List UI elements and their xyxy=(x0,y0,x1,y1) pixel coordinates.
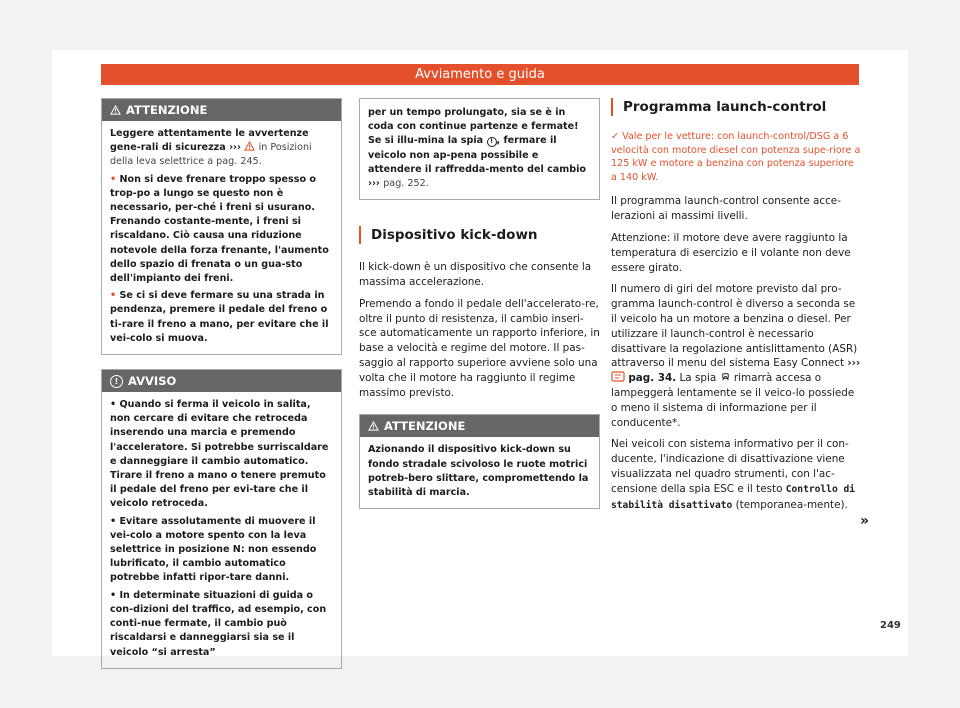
launch-paragraph: Attenzione: il motore deve avere raggiunto la temperatura di esercizio e il volante non deve essere girato. xyxy=(611,231,851,274)
notice-bullet: • Quando si ferma il veicolo in salita, non cercare di evitare che retroceda inserendo una marcia e premendo l'acceleratore. Si potrebbe surriscaldare e danneggiare il cambio automatico. Tirare il freno a mano o tenere premuto il pedale del freno per evi-tare che il veicolo retroceda. xyxy=(110,399,329,510)
warning-icon xyxy=(244,141,255,151)
check-icon: ✓ xyxy=(611,131,620,142)
attention-bullet: • Non si deve frenare troppo spesso o trop-po a lungo se questo non è necessario, per-ché i freni si usurano. Frenando costante-mente, i freni si riscaldano. Ciò causa una riduzione notevole della forza frenante, l'aumento dello spazio di frenata o un gua-sto dell'impianto dei freni. xyxy=(110,173,329,285)
ref-link[interactable]: pag. 252. xyxy=(383,178,429,190)
notice-body xyxy=(102,392,341,668)
attention-bullet: • Se ci si deve fermare su una strada in pendenza, premere il pedale del freno o ti-rare il freno a mano, per evitare che il vei-colo si muova. xyxy=(110,290,329,344)
notice-continued-text: per un tempo prolungato, sia se è in coda con continue partenze e fermate! Se si illu-mina la spia ! , fermare il veicolo non ap-pena possibile e attendere il raffredda-mento del cambio ››› pag. 252. xyxy=(368,107,587,190)
continue-mark: » xyxy=(860,513,870,529)
attention-header xyxy=(360,415,599,437)
esc-warning-icon xyxy=(720,371,731,382)
notice-continued-box xyxy=(359,98,600,200)
bullet-icon: • xyxy=(110,399,117,411)
ref-arrows: ››› xyxy=(229,142,241,154)
bullet-icon: • xyxy=(110,515,117,527)
attention-box xyxy=(359,414,600,509)
notice-bullet: • In determinate situazioni di guida o con-dizioni del traffico, ad esempio, con conti-nue fermate, il cambio può riscaldarsi e danneggiarsi sia se il veicolo “si arresta” xyxy=(110,589,327,658)
section-title-kickdown: Dispositivo kick-down xyxy=(359,226,600,244)
notice-box xyxy=(101,369,342,669)
menu-icon xyxy=(611,371,625,382)
gearbox-warning-icon: ! xyxy=(487,137,497,147)
applicability-note: ✓ Vale per le vetture: con launch-control/DSG a 6 velocità con motore diesel con potenza supe-riore a 125 kW e motore a benzina con potenza superiore a 140 kW. xyxy=(611,131,861,183)
attention-box xyxy=(101,98,342,355)
notice-continued-body xyxy=(360,99,599,199)
ref-link[interactable]: pag. 34. xyxy=(628,372,677,385)
section-title-launch-control: Programma launch-control xyxy=(611,98,861,116)
display-message: Controllo di stabilità disattivato xyxy=(611,483,856,511)
attention-text: Azionando il dispositivo kick-down su fondo stradale scivoloso le ruote motrici potreb-bero slittare, compromettendo la stabilità di marcia. xyxy=(368,444,589,498)
launch-paragraph: Il numero di giri del motore previsto dal pro-gramma launch-control è diverso a seconda se il veicolo ha un motore a benzina o diesel. Per utilizzare il launch-control è necessario disattivare la regolazione antislittamento (ASR) attraverso il menu del sistema Easy Connect ››› pag. 34. La spia rimarrà accesa o lampeggerà lentamente se il veico-lo possiede o meno il sistema di informazione per il conducente*. xyxy=(611,283,861,429)
kickdown-paragraph: Il kick-down è un dispositivo che consente la massima accelerazione. xyxy=(359,261,592,289)
warning-icon xyxy=(110,105,121,115)
ref-arrows: ››› xyxy=(847,357,861,370)
chapter-header: Avviamento e guida xyxy=(101,64,859,85)
attention-body xyxy=(360,437,599,508)
attention-intro: Leggere attentamente le avvertenze gene-rali di sicurezza ››› in Posizioni della leva selettrice a pag. 245. xyxy=(110,128,312,168)
page-number: 249 xyxy=(880,620,901,631)
notice-header xyxy=(102,370,341,392)
ref-link[interactable]: in Posizioni della leva selettrice a pag. 245. xyxy=(110,142,312,168)
bullet-icon: • xyxy=(110,290,117,302)
attention-title: ATTENZIONE xyxy=(384,419,466,434)
bullet-icon: • xyxy=(110,589,117,601)
column-right xyxy=(611,98,861,520)
column-left xyxy=(101,98,342,683)
kickdown-paragraph: Premendo a fondo il pedale dell'accelerato-re, oltre il punto di resistenza, il cambio inseri-sce automaticamente un rapporto inferiore, in base a velocità e regime del motore. Il pas-saggio al rapporto superiore avviene solo una volta che il motore ha raggiunto il regime massimo previsto. xyxy=(359,297,600,399)
bullet-icon: • xyxy=(110,173,117,185)
info-icon: ! xyxy=(110,375,123,388)
attention-title: ATTENZIONE xyxy=(126,103,208,117)
warning-icon xyxy=(368,421,379,431)
notice-bullet: • Evitare assolutamente di muovere il vei-colo a motore spento con la leva selettrice in posizione N: non essendo lubrificato, il cambio automatico potrebbe infatti ripor-tare danni. xyxy=(110,515,317,584)
notice-title: AVVISO xyxy=(128,374,177,389)
column-middle xyxy=(359,98,600,523)
launch-paragraph: Il programma launch-control consente acce-lerazioni ai massimi livelli. xyxy=(611,195,841,223)
attention-body xyxy=(102,121,341,354)
launch-paragraph: Nei veicoli con sistema informativo per il con-ducente, l'indicazione di disattivazione viene visualizzata nel quadro strumenti, con l'ac-censione della spia ESC e il testo Controllo di stabilità disattivato (temporanea-mente). xyxy=(611,438,856,511)
ref-arrows: ››› xyxy=(368,178,380,190)
attention-header xyxy=(102,99,341,121)
